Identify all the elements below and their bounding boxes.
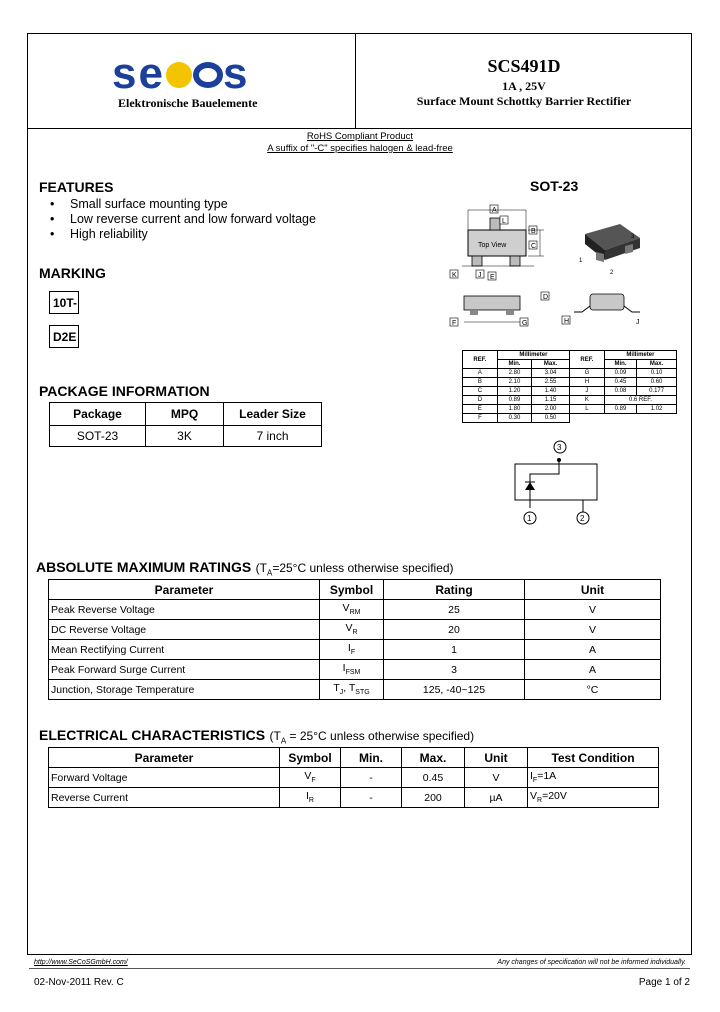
footer-divider (29, 968, 690, 969)
dim-cell: 0.89 (604, 405, 636, 414)
dim-cell: 3.04 (532, 369, 570, 378)
dim-letter: L (502, 218, 506, 225)
col-header: Min. (341, 748, 402, 768)
dim-cell: 0.10 (637, 369, 677, 378)
svg-text:2: 2 (610, 270, 614, 276)
table-row (49, 768, 659, 788)
dim-cell: 1.80 (497, 405, 531, 414)
col-header: Unit (465, 748, 528, 768)
symbol-cell: $V_{RM}$ (320, 600, 384, 620)
param-cell: Forward Voltage (49, 768, 280, 788)
table-row (49, 680, 661, 700)
marking-code-1: 10T- (49, 291, 79, 314)
svg-text:3: 3 (631, 234, 635, 240)
device-description: Surface Mount Schottky Barrier Rectifier (416, 94, 632, 108)
dimension-table (462, 350, 677, 423)
logo-subtitle: Elektronische Bauelemente (118, 96, 258, 110)
table-row (463, 414, 677, 423)
elec-title: ELECTRICAL CHARACTERISTICS (39, 727, 266, 743)
dim-letter: J (478, 272, 482, 279)
part-number: SCS491D (487, 56, 561, 76)
svg-text:1: 1 (579, 258, 583, 264)
dim-cell: L (569, 405, 604, 414)
test-condition-cell: $I_F=1A$ (528, 768, 659, 788)
col-header: Package (50, 403, 146, 426)
dim-cell: 1.40 (532, 387, 570, 396)
rating-cell: 20 (384, 620, 525, 640)
table-row (463, 405, 677, 414)
elec-heading (39, 727, 474, 745)
footer-date-rev: 02-Nov-2011 Rev. C (34, 977, 124, 988)
min-cell: - (341, 768, 402, 788)
col-header: Symbol (280, 748, 341, 768)
dim-cell: 2.10 (497, 378, 531, 387)
suffix-note: A suffix of "-C" specifies halogen & lead-free (267, 143, 453, 154)
col-header: Rating (384, 580, 525, 600)
symbol-cell: $I_R$ (280, 788, 341, 808)
package-info-title: PACKAGE INFORMATION (39, 383, 210, 399)
dim-cell: F (463, 414, 498, 423)
param-cell: Peak Forward Surge Current (49, 660, 320, 680)
dim-letter: C (531, 243, 537, 250)
param-cell: Junction, Storage Temperature (49, 680, 320, 700)
table-row (463, 387, 677, 396)
abs-max-heading (36, 559, 454, 577)
table-row (49, 660, 661, 680)
ref-header: REF. (463, 351, 498, 369)
dim-cell: 2.00 (532, 405, 570, 414)
dim-cell: G (569, 369, 604, 378)
symbol-cell: $V_F$ (280, 768, 341, 788)
dim-cell: 0.60 (637, 378, 677, 387)
table-row (49, 788, 659, 808)
unit-cell: V (525, 600, 661, 620)
table-row (463, 369, 677, 378)
dim-cell: 0.50 (532, 414, 570, 423)
dim-cell: 0.45 (604, 378, 636, 387)
col-header: Unit (525, 580, 661, 600)
pinout-schematic (500, 436, 610, 528)
unit-cell: A (525, 660, 661, 680)
rating-cell: 25 (384, 600, 525, 620)
abs-max-title: ABSOLUTE MAXIMUM RATINGS (36, 559, 252, 575)
max-header: Max. (532, 360, 570, 369)
col-header: Parameter (49, 748, 280, 768)
param-cell: DC Reverse Voltage (49, 620, 320, 640)
table-row (50, 426, 322, 447)
unit-cell: °C (525, 680, 661, 700)
dim-letter: F (452, 320, 457, 327)
unit-header: Millimeter (497, 351, 569, 360)
feature-item: • Low reverse current and low forward voltage (50, 212, 316, 227)
pin-label: 2 (580, 514, 585, 523)
table-row (463, 396, 677, 405)
svg-text:J: J (636, 319, 640, 326)
symbol-cell: $V_R$ (320, 620, 384, 640)
footer-notice: Any changes of specification will not be informed individually. (497, 959, 686, 966)
dim-cell: K (569, 396, 604, 405)
ref-header: REF. (569, 351, 604, 369)
dim-cell: 1.15 (532, 396, 570, 405)
max-header: Max. (637, 360, 677, 369)
rating-cell: 1 (384, 640, 525, 660)
dim-cell: 1.20 (497, 387, 531, 396)
dim-cell: A (463, 369, 498, 378)
mpq-cell: 3K (146, 426, 224, 447)
col-header: Leader Size (224, 403, 322, 426)
dim-cell: 0.09 (604, 369, 636, 378)
dim-letter: A (492, 207, 497, 214)
marking-code-2: D2E (49, 325, 79, 348)
dim-cell: C (463, 387, 498, 396)
leader-size-cell: 7 inch (224, 426, 322, 447)
dim-cell: 0.30 (497, 414, 531, 423)
rating-cell: 125, -40~125 (384, 680, 525, 700)
rating-cell: 3 (384, 660, 525, 680)
min-header: Min. (604, 360, 636, 369)
package-cell: SOT-23 (50, 426, 146, 447)
dim-letter: G (522, 320, 528, 327)
col-header: Max. (402, 748, 465, 768)
pin-label: 3 (557, 443, 562, 452)
param-cell: Mean Rectifying Current (49, 640, 320, 660)
footer-page: Page 1 of 2 (638, 977, 690, 988)
unit-cell: V (465, 768, 528, 788)
features-title: FEATURES (39, 179, 114, 195)
dim-cell: B (463, 378, 498, 387)
table-row (49, 600, 661, 620)
dim-cell: 2.55 (532, 378, 570, 387)
dim-letter: K (452, 272, 457, 279)
max-cell: 0.45 (402, 768, 465, 788)
table-row (49, 640, 661, 660)
footer-url[interactable]: http://www.SeCoSGmbH.com/ (34, 959, 128, 966)
dim-cell: 0.177 (637, 387, 677, 396)
dim-cell: E (463, 405, 498, 414)
dim-cell: 0.08 (604, 387, 636, 396)
unit-header: Millimeter (604, 351, 676, 360)
feature-item: • Small surface mounting type (50, 197, 316, 212)
pin-label: 1 (527, 514, 532, 523)
rohs-note: RoHS Compliant Product (306, 131, 414, 142)
symbol-cell: $T_J$, $T_{STG}$ (320, 680, 384, 700)
dim-letter: D (543, 294, 549, 301)
col-header: Parameter (49, 580, 320, 600)
unit-cell: µA (465, 788, 528, 808)
param-cell: Peak Reverse Voltage (49, 600, 320, 620)
rating-summary: 1A , 25V (502, 79, 546, 93)
dim-cell: 0.89 (497, 396, 531, 405)
package-drawing-title: SOT-23 (530, 178, 579, 194)
sot23-outline-drawing (440, 196, 680, 346)
elec-table (48, 747, 659, 808)
table-row (49, 620, 661, 640)
abs-max-table (48, 579, 661, 700)
marking-title: MARKING (39, 265, 106, 281)
header-divider (27, 128, 692, 129)
dim-cell: 2.80 (497, 369, 531, 378)
unit-cell: V (525, 620, 661, 640)
test-condition-cell: $V_R=20V$ (528, 788, 659, 808)
feature-item: • High reliability (50, 227, 316, 242)
package-info-table (49, 402, 322, 447)
param-cell: Reverse Current (49, 788, 280, 808)
dim-cell: D (463, 396, 498, 405)
col-header: Test Condition (528, 748, 659, 768)
min-cell: - (341, 788, 402, 808)
col-header: Symbol (320, 580, 384, 600)
dim-cell: J (569, 387, 604, 396)
symbol-cell: $I_F$ (320, 640, 384, 660)
features-list (50, 197, 316, 242)
unit-cell: A (525, 640, 661, 660)
elec-condition: ($T_A = 25^\circ C$ unless otherwise specified) (269, 729, 475, 746)
dim-letter: B (531, 228, 536, 235)
secos-logo: se s (112, 49, 250, 98)
dim-cell: H (569, 378, 604, 387)
dim-letter: H (564, 318, 570, 325)
table-row (463, 378, 677, 387)
dim-cell: 1.02 (637, 405, 677, 414)
dim-cell: 0.6 REF. (604, 396, 676, 405)
max-cell: 200 (402, 788, 465, 808)
dim-letter: E (490, 274, 495, 281)
abs-max-condition: ($T_A=25^\circ C$ unless otherwise specified) (255, 561, 454, 578)
col-header: MPQ (146, 403, 224, 426)
min-header: Min. (497, 360, 531, 369)
top-view-label: Top View (478, 242, 507, 249)
symbol-cell: $I_{FSM}$ (320, 660, 384, 680)
